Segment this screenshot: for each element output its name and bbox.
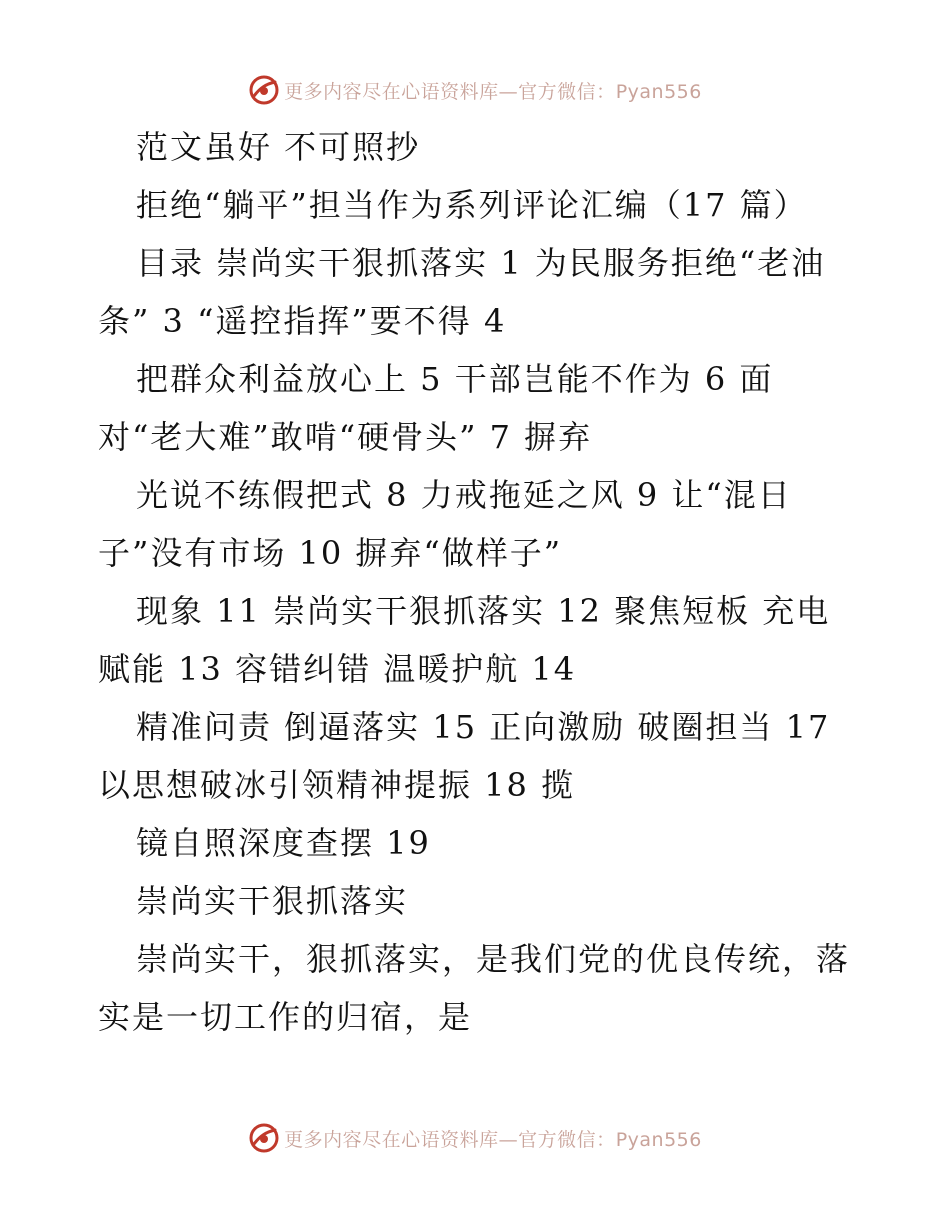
text-line: 范文虽好 不可照抄 [136, 128, 421, 166]
seal-logo-icon [248, 1122, 280, 1154]
banner-site-text: 更多内容尽在心语资料库 [284, 1128, 499, 1151]
footer-banner [0, 1118, 950, 1158]
seal-logo-icon [248, 74, 280, 106]
text-line: 子”没有市场 10 摒弃“做样子” [98, 534, 563, 572]
banner-site-text: 更多内容尽在心语资料库 [284, 80, 499, 103]
banner-contact-id: Pyan556 [615, 80, 702, 103]
text-line: 拒绝“躺平”担当作为系列评论汇编（17 篇） [136, 186, 808, 224]
header-banner [0, 70, 950, 110]
text-line: 赋能 13 容错纠错 温暖护航 14 [98, 650, 577, 688]
text-line: 对“老大难”敢啃“硬骨头” 7 摒弃 [98, 418, 593, 456]
text-line: 精准问责 倒逼落实 15 正向激励 破圈担当 17 [136, 708, 831, 746]
text-line: 光说不练假把式 8 力戒拖延之风 9 让“混日 [136, 476, 792, 514]
text-line: 现象 11 崇尚实干狠抓落实 12 聚焦短板 充电 [136, 592, 831, 630]
banner-separator: — [498, 1128, 519, 1151]
text-line: 镜自照深度查摆 19 [136, 824, 431, 862]
text-line: 以思想破冰引领精神提振 18 揽 [98, 766, 576, 804]
document-body [98, 118, 858, 1046]
text-line: 崇尚实干，狠抓落实，是我们党的优良传统，落 [136, 940, 851, 978]
banner-contact-label: 官方微信： [518, 80, 616, 103]
banner-separator: — [498, 80, 519, 103]
banner-contact-label: 官方微信： [518, 1128, 616, 1151]
banner-contact-id: Pyan556 [615, 1128, 702, 1151]
text-line: 目录 崇尚实干狠抓落实 1 为民服务拒绝“老油 [136, 244, 826, 282]
text-line: 条” 3 “遥控指挥”要不得 4 [98, 302, 507, 340]
text-line: 崇尚实干狠抓落实 [136, 882, 409, 920]
text-line: 实是一切工作的归宿，是 [98, 998, 473, 1036]
banner-caption [284, 1125, 702, 1152]
banner-caption [284, 77, 702, 104]
text-line: 把群众利益放心上 5 干部岂能不作为 6 面 [136, 360, 774, 398]
